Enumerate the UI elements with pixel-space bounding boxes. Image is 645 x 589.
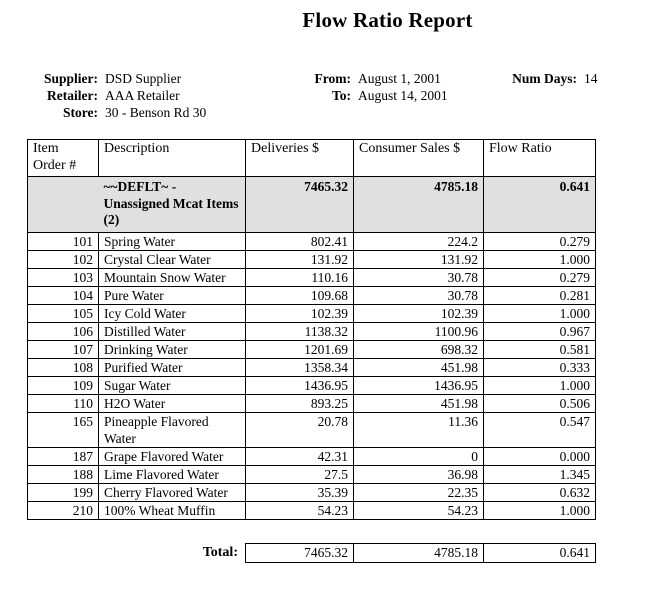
row-deliveries: 20.78: [246, 412, 354, 447]
table-row: [28, 340, 596, 358]
totals-table: [245, 543, 596, 563]
row-consumer-sales: 698.32: [354, 340, 484, 358]
table-row: [28, 250, 596, 268]
column-header-description: Description: [99, 140, 246, 177]
from-label: From:: [314, 71, 351, 86]
table-row: [28, 304, 596, 322]
row-consumer-sales: 36.98: [354, 465, 484, 483]
num-days-label: Num Days:: [512, 71, 577, 86]
row-flow-ratio: 0.632: [484, 483, 596, 501]
total-deliveries: 7465.32: [246, 544, 354, 563]
row-item-order: 103: [28, 268, 99, 286]
row-flow-ratio: 0.581: [484, 340, 596, 358]
row-item-order: 109: [28, 376, 99, 394]
row-flow-ratio: 1.000: [484, 304, 596, 322]
row-description: 100% Wheat Muffin: [99, 501, 246, 519]
row-consumer-sales: 54.23: [354, 501, 484, 519]
table-body: [28, 177, 596, 520]
row-description: Crystal Clear Water: [99, 250, 246, 268]
report-meta-header: [0, 70, 645, 128]
row-flow-ratio: 0.279: [484, 232, 596, 250]
row-item-order: 108: [28, 358, 99, 376]
store-value: 30 - Benson Rd 30: [105, 105, 207, 120]
row-item-order: 188: [28, 465, 99, 483]
row-description: Spring Water: [99, 232, 246, 250]
page-title-text: Flow Ratio Report: [302, 8, 473, 32]
row-consumer-sales: 451.98: [354, 394, 484, 412]
store-label: Store:: [63, 105, 98, 120]
row-consumer-sales: 1100.96: [354, 322, 484, 340]
table-row: [28, 465, 596, 483]
table-row: [28, 232, 596, 250]
row-deliveries: 1201.69: [246, 340, 354, 358]
row-consumer-sales: 30.78: [354, 268, 484, 286]
row-description: Lime Flavored Water: [99, 465, 246, 483]
row-flow-ratio: 1.000: [484, 376, 596, 394]
row-consumer-sales: 22.35: [354, 483, 484, 501]
row-flow-ratio: 0.000: [484, 447, 596, 465]
row-item-order: 105: [28, 304, 99, 322]
group-row-item-cell: [28, 177, 99, 233]
row-consumer-sales: 1436.95: [354, 376, 484, 394]
group-summary-row: [28, 177, 596, 233]
table-row: [28, 501, 596, 519]
row-consumer-sales: 131.92: [354, 250, 484, 268]
row-description: Purified Water: [99, 358, 246, 376]
num-days-value: 14: [584, 71, 598, 86]
row-item-order: 110: [28, 394, 99, 412]
row-flow-ratio: 1.345: [484, 465, 596, 483]
row-deliveries: 35.39: [246, 483, 354, 501]
group-row-description: ~~DEFLT~ - Unassigned Mcat Items (2): [99, 177, 246, 233]
row-item-order: 106: [28, 322, 99, 340]
table-row: [28, 394, 596, 412]
row-deliveries: 54.23: [246, 501, 354, 519]
group-row-consumer-sales: 4785.18: [354, 177, 484, 233]
row-item-order: 104: [28, 286, 99, 304]
column-header-deliveries: Deliveries $: [246, 140, 354, 177]
column-header-consumer-sales: Consumer Sales $: [354, 140, 484, 177]
row-consumer-sales: 0: [354, 447, 484, 465]
row-item-order: 101: [28, 232, 99, 250]
meta-row-to: [303, 87, 448, 104]
row-flow-ratio: 0.967: [484, 322, 596, 340]
row-deliveries: 1358.34: [246, 358, 354, 376]
row-description: Pineapple Flavored Water: [99, 412, 246, 447]
row-consumer-sales: 224.2: [354, 232, 484, 250]
to-label: To:: [331, 88, 351, 103]
row-flow-ratio: 1.000: [484, 250, 596, 268]
row-consumer-sales: 102.39: [354, 304, 484, 322]
row-item-order: 165: [28, 412, 99, 447]
row-deliveries: 110.16: [246, 268, 354, 286]
table-row: [28, 268, 596, 286]
row-deliveries: 1436.95: [246, 376, 354, 394]
row-deliveries: 131.92: [246, 250, 354, 268]
table-row: [28, 447, 596, 465]
meta-row-retailer: [32, 87, 206, 104]
row-consumer-sales: 451.98: [354, 358, 484, 376]
column-header-flow-ratio: Flow Ratio: [484, 140, 596, 177]
table-row: [28, 358, 596, 376]
table-row: [28, 376, 596, 394]
row-description: Drinking Water: [99, 340, 246, 358]
row-deliveries: 802.41: [246, 232, 354, 250]
total-consumer-sales: 4785.18: [354, 544, 484, 563]
row-deliveries: 109.68: [246, 286, 354, 304]
column-header-item-line2: Order #: [33, 158, 77, 173]
table-row: [28, 286, 596, 304]
row-flow-ratio: 0.547: [484, 412, 596, 447]
meta-row-from: [303, 70, 448, 87]
row-item-order: 107: [28, 340, 99, 358]
total-flow-ratio: 0.641: [484, 544, 596, 563]
row-description: Grape Flavored Water: [99, 447, 246, 465]
meta-row-store: [32, 104, 206, 121]
row-deliveries: 42.31: [246, 447, 354, 465]
to-value: August 14, 2001: [358, 88, 448, 103]
group-row-deliveries: 7465.32: [246, 177, 354, 233]
group-row-flow-ratio: 0.641: [484, 177, 596, 233]
row-description: Mountain Snow Water: [99, 268, 246, 286]
row-description: Distilled Water: [99, 322, 246, 340]
row-description: H2O Water: [99, 394, 246, 412]
meta-numdays-block: [497, 70, 598, 87]
row-flow-ratio: 0.506: [484, 394, 596, 412]
table-row: [28, 412, 596, 447]
row-deliveries: 1138.32: [246, 322, 354, 340]
retailer-label: Retailer:: [47, 88, 98, 103]
row-description: Icy Cold Water: [99, 304, 246, 322]
row-deliveries: 102.39: [246, 304, 354, 322]
from-value: August 1, 2001: [358, 71, 441, 86]
row-item-order: 210: [28, 501, 99, 519]
meta-dates-block: [303, 70, 448, 104]
row-consumer-sales: 30.78: [354, 286, 484, 304]
retailer-value: AAA Retailer: [105, 88, 180, 103]
column-header-item-line1: Item: [33, 141, 59, 156]
row-flow-ratio: 0.333: [484, 358, 596, 376]
total-label: Total:: [202, 545, 238, 560]
row-item-order: 187: [28, 447, 99, 465]
row-deliveries: 27.5: [246, 465, 354, 483]
column-header-item-order: [28, 140, 99, 177]
row-description: Pure Water: [99, 286, 246, 304]
row-description: Cherry Flavored Water: [99, 483, 246, 501]
flow-ratio-table: [27, 139, 596, 520]
meta-supplier-block: [32, 70, 206, 121]
supplier-value: DSD Supplier: [105, 71, 182, 86]
row-flow-ratio: 0.279: [484, 268, 596, 286]
row-description: Sugar Water: [99, 376, 246, 394]
meta-row-supplier: [32, 70, 206, 87]
table-row: [28, 322, 596, 340]
row-consumer-sales: 11.36: [354, 412, 484, 447]
page-title: [0, 8, 645, 33]
meta-row-num-days: [497, 70, 598, 87]
table-header-row: [28, 140, 596, 177]
row-flow-ratio: 1.000: [484, 501, 596, 519]
row-item-order: 102: [28, 250, 99, 268]
totals-row: [246, 544, 596, 563]
table-row: [28, 483, 596, 501]
row-item-order: 199: [28, 483, 99, 501]
row-deliveries: 893.25: [246, 394, 354, 412]
table-header: [28, 140, 596, 177]
supplier-label: Supplier:: [43, 71, 98, 86]
row-flow-ratio: 0.281: [484, 286, 596, 304]
